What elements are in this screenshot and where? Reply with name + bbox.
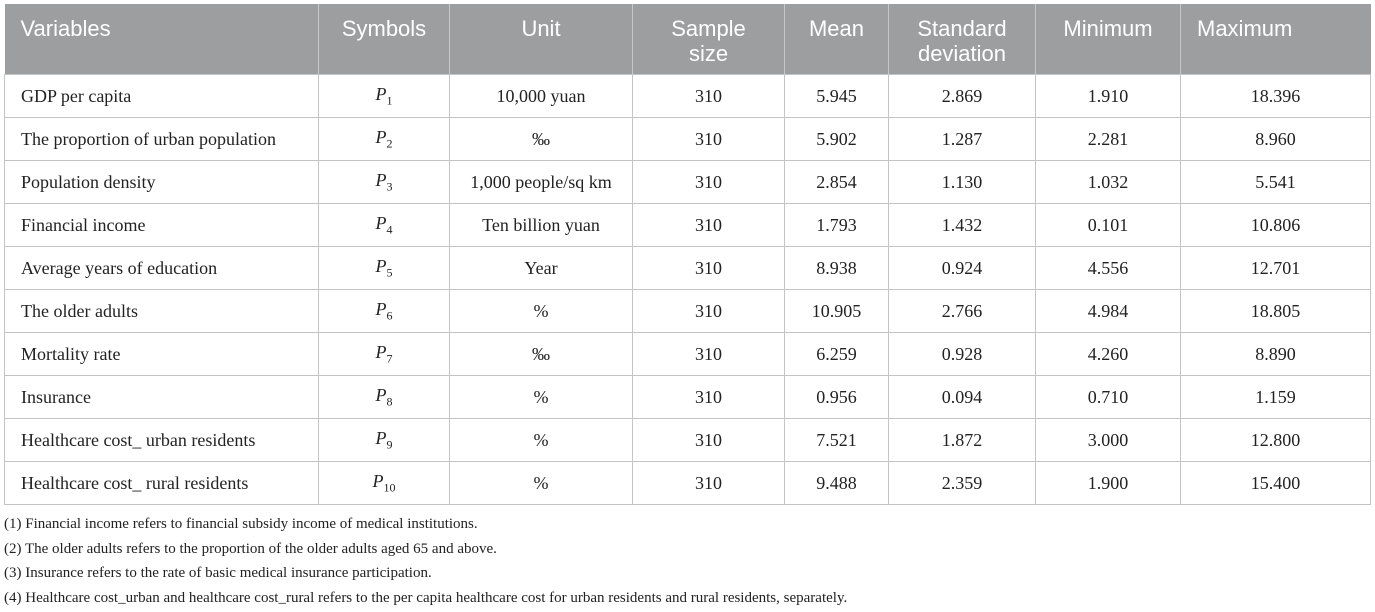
unit-cell: % (450, 462, 633, 505)
sd-cell: 1.130 (889, 161, 1036, 204)
table-row (5, 204, 1371, 247)
sd-cell: 1.287 (889, 118, 1036, 161)
sd-cell: 0.928 (889, 333, 1036, 376)
maximum-cell: 15.400 (1181, 462, 1371, 505)
mean-cell: 5.902 (785, 118, 889, 161)
symbol-cell: $P_3$ (319, 161, 450, 204)
table-row (5, 161, 1371, 204)
maximum-cell: 1.159 (1181, 376, 1371, 419)
minimum-cell: 4.556 (1036, 247, 1181, 290)
table-footnotes (4, 512, 1370, 610)
footnote: (2) The older adults refers to the proportion of the older adults aged 65 and above. (4, 540, 497, 557)
symbol-cell: $P_8$ (319, 376, 450, 419)
symbol-cell: $P_9$ (319, 419, 450, 462)
symbol-cell: $P_4$ (319, 204, 450, 247)
minimum-cell: 0.710 (1036, 376, 1181, 419)
sample-size-cell: 310 (633, 290, 785, 333)
table-row (5, 290, 1371, 333)
table-row (5, 462, 1371, 505)
table-row (5, 419, 1371, 462)
symbol-cell: $P_7$ (319, 333, 450, 376)
mean-cell: 9.488 (785, 462, 889, 505)
table-row (5, 247, 1371, 290)
minimum-cell: 4.260 (1036, 333, 1181, 376)
maximum-cell: 12.800 (1181, 419, 1371, 462)
variable-cell: Insurance (5, 376, 319, 419)
header-symbols: Symbols (319, 4, 450, 75)
sample-size-cell: 310 (633, 376, 785, 419)
symbol-cell: $P_{10}$ (319, 462, 450, 505)
variable-cell: The older adults (5, 290, 319, 333)
footnote: (3) Insurance refers to the rate of basic medical insurance participation. (4, 565, 432, 581)
mean-cell: 7.521 (785, 419, 889, 462)
variable-cell: The proportion of urban population (5, 118, 319, 161)
unit-cell: % (450, 376, 633, 419)
unit-cell: Ten billion yuan (450, 204, 633, 247)
sd-cell: 1.432 (889, 204, 1036, 247)
sample-size-cell: 310 (633, 333, 785, 376)
mean-cell: 6.259 (785, 333, 889, 376)
maximum-cell: 18.805 (1181, 290, 1371, 333)
variable-cell: Healthcare cost_ urban residents (5, 419, 319, 462)
descriptive-statistics-table-wrapper (4, 4, 1370, 505)
maximum-cell: 8.960 (1181, 118, 1371, 161)
minimum-cell: 3.000 (1036, 419, 1181, 462)
symbol-cell: $P_6$ (319, 290, 450, 333)
variable-cell: Financial income (5, 204, 319, 247)
unit-cell: Year (450, 247, 633, 290)
variable-cell: GDP per capita (5, 75, 319, 118)
table-row (5, 376, 1371, 419)
table-header-row (5, 4, 1371, 75)
sd-cell: 2.869 (889, 75, 1036, 118)
unit-cell: % (450, 419, 633, 462)
sd-cell: 0.924 (889, 247, 1036, 290)
maximum-cell: 12.701 (1181, 247, 1371, 290)
sd-cell: 2.359 (889, 462, 1036, 505)
minimum-cell: 1.900 (1036, 462, 1181, 505)
maximum-cell: 10.806 (1181, 204, 1371, 247)
maximum-cell: 18.396 (1181, 75, 1371, 118)
header-mean: Mean (785, 4, 889, 75)
sd-cell: 2.766 (889, 290, 1036, 333)
symbol-cell: $P_5$ (319, 247, 450, 290)
mean-cell: 8.938 (785, 247, 889, 290)
sample-size-cell: 310 (633, 75, 785, 118)
minimum-cell: 1.910 (1036, 75, 1181, 118)
header-maximum: Maximum (1181, 4, 1371, 75)
unit-cell: ‰ (450, 118, 633, 161)
unit-cell: 1,000 people/sq km (450, 161, 633, 204)
mean-cell: 0.956 (785, 376, 889, 419)
unit-cell: 10,000 yuan (450, 75, 633, 118)
symbol-cell: $P_2$ (319, 118, 450, 161)
sd-cell: 1.872 (889, 419, 1036, 462)
table-row (5, 333, 1371, 376)
maximum-cell: 8.890 (1181, 333, 1371, 376)
sample-size-cell: 310 (633, 419, 785, 462)
variable-cell: Mortality rate (5, 333, 319, 376)
footnote: (4) Healthcare cost_urban and healthcare cost_rural refers to the per capita healthcare cost for urban residents and rural residents, separately. (4, 589, 848, 606)
sd-cell: 0.094 (889, 376, 1036, 419)
sample-size-cell: 310 (633, 161, 785, 204)
table-row (5, 118, 1371, 161)
header-unit: Unit (450, 4, 633, 75)
minimum-cell: 2.281 (1036, 118, 1181, 161)
variable-cell: Healthcare cost_ rural residents (5, 462, 319, 505)
sample-size-cell: 310 (633, 118, 785, 161)
variable-cell: Average years of education (5, 247, 319, 290)
footnote: (1) Financial income refers to financial subsidy income of medical institutions. (4, 516, 478, 532)
header-standard-deviation: Standard deviation (889, 4, 1036, 75)
symbol-cell: $P_1$ (319, 75, 450, 118)
minimum-cell: 1.032 (1036, 161, 1181, 204)
mean-cell: 5.945 (785, 75, 889, 118)
sample-size-cell: 310 (633, 204, 785, 247)
mean-cell: 1.793 (785, 204, 889, 247)
variable-cell: Population density (5, 161, 319, 204)
mean-cell: 2.854 (785, 161, 889, 204)
header-variables: Variables (5, 4, 319, 75)
minimum-cell: 4.984 (1036, 290, 1181, 333)
header-minimum: Minimum (1036, 4, 1181, 75)
unit-cell: % (450, 290, 633, 333)
unit-cell: ‰ (450, 333, 633, 376)
mean-cell: 10.905 (785, 290, 889, 333)
table-row (5, 75, 1371, 118)
maximum-cell: 5.541 (1181, 161, 1371, 204)
minimum-cell: 0.101 (1036, 204, 1181, 247)
header-sample-size: Sample size (633, 4, 785, 75)
sample-size-cell: 310 (633, 462, 785, 505)
sample-size-cell: 310 (633, 247, 785, 290)
descriptive-statistics-table (4, 4, 1371, 505)
